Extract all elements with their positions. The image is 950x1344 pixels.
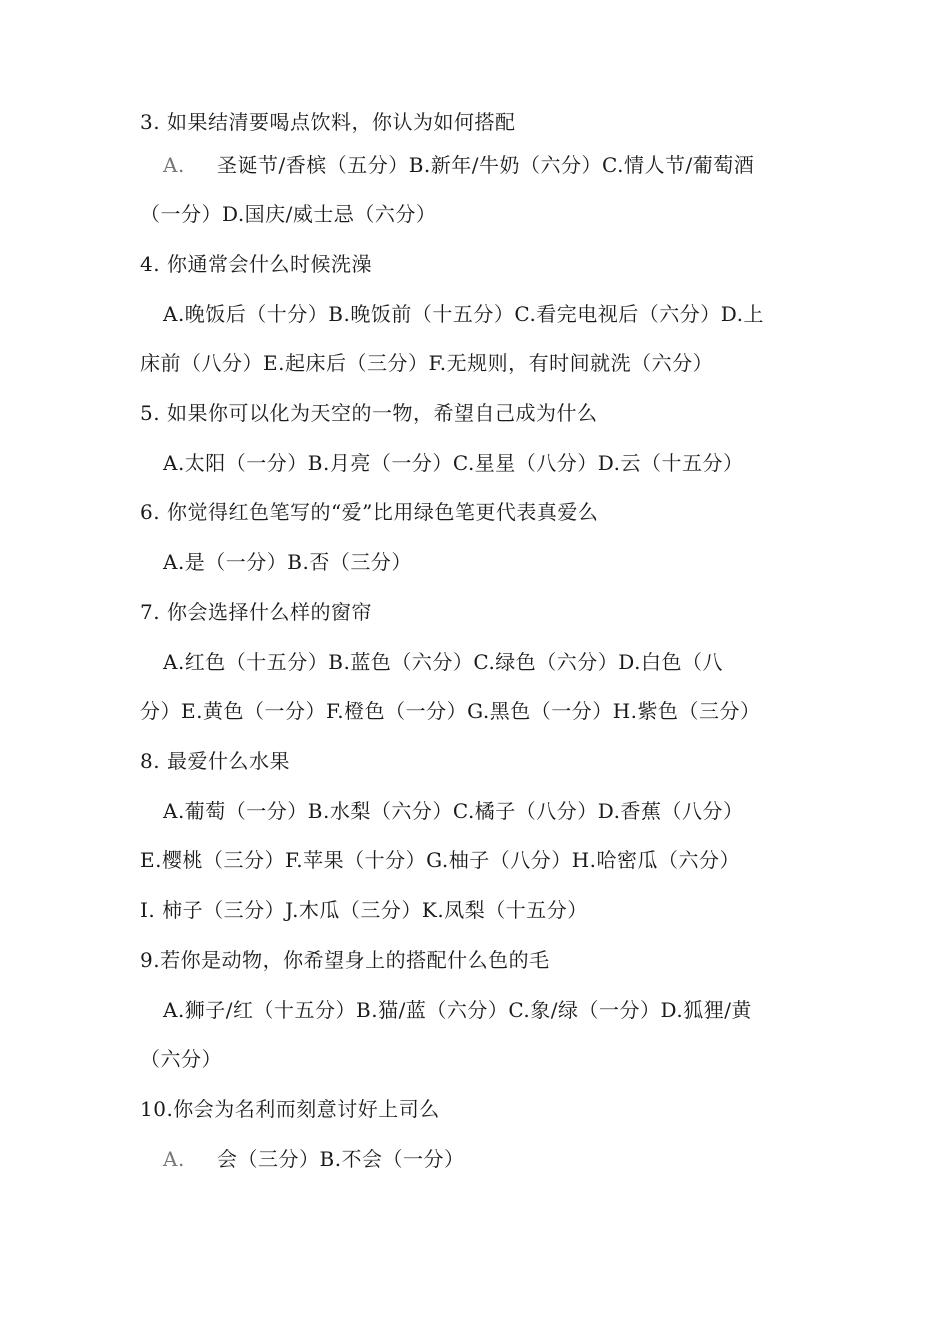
question-9-options-line-1: A.狮子/红（十五分）B.猫/蓝（六分）C.象/绿（一分）D.狐狸/黄 — [163, 998, 752, 1022]
question-6-title: 6. 你觉得红色笔写的“爱”比用绿色笔更代表真爱么 — [140, 500, 599, 524]
question-3-title: 3. 如果结清要喝点饮料，你认为如何搭配 — [140, 110, 516, 134]
option-a-marker: A. — [163, 1147, 185, 1171]
question-8-options-line-3: I. 柿子（三分）J.木瓜（三分）K.凤梨（十五分） — [140, 898, 588, 922]
question-10-options-line-1: 会（三分）B.不会（一分） — [217, 1147, 465, 1171]
question-4-options-line-2: 床前（八分）E.起床后（三分）F.无规则，有时间就洗（六分） — [140, 351, 714, 375]
question-9-options-line-2: （六分） — [140, 1047, 222, 1071]
question-7-options-line-2: 分）E.黄色（一分）F.橙色（一分）G.黑色（一分）H.紫色（三分） — [140, 699, 761, 723]
question-4-options-line-1: A.晚饭后（十分）B.晚饭前（十五分）C.看完电视后（六分）D.上 — [163, 302, 764, 326]
question-8-options-line-1: A.葡萄（一分）B.水梨（六分）C.橘子（八分）D.香蕉（八分） — [163, 799, 744, 823]
question-6-options-line-1: A.是（一分）B.否（三分） — [163, 550, 412, 574]
option-a-marker: A. — [163, 153, 185, 177]
question-9-title: 9.若你是动物，你希望身上的搭配什么色的毛 — [140, 948, 550, 972]
question-3-options-line-1: 圣诞节/香槟（五分）B.新年/牛奶（六分）C.情人节/葡萄酒 — [217, 153, 755, 177]
question-7-options-line-1: A.红色（十五分）B.蓝色（六分）C.绿色（六分）D.白色（八 — [163, 650, 723, 674]
question-3-options-line-2: （一分）D.国庆/威士忌（六分） — [140, 202, 437, 226]
question-5-title: 5. 如果你可以化为天空的一物，希望自己成为什么 — [140, 401, 598, 425]
question-3-options — [163, 151, 843, 179]
question-10-options — [163, 1145, 843, 1173]
question-4-title: 4. 你通常会什么时候洗澡 — [140, 252, 372, 276]
question-8-options-line-2: E.樱桃（三分）F.苹果（十分）G.柚子（八分）H.哈密瓜（六分） — [140, 848, 740, 872]
question-10-title: 10.你会为名利而刻意讨好上司么 — [140, 1097, 440, 1121]
question-7-title: 7. 你会选择什么样的窗帘 — [140, 600, 372, 624]
question-8-title: 8. 最爱什么水果 — [140, 749, 290, 773]
question-5-options-line-1: A.太阳（一分）B.月亮（一分）C.星星（八分）D.云（十五分） — [163, 451, 744, 475]
